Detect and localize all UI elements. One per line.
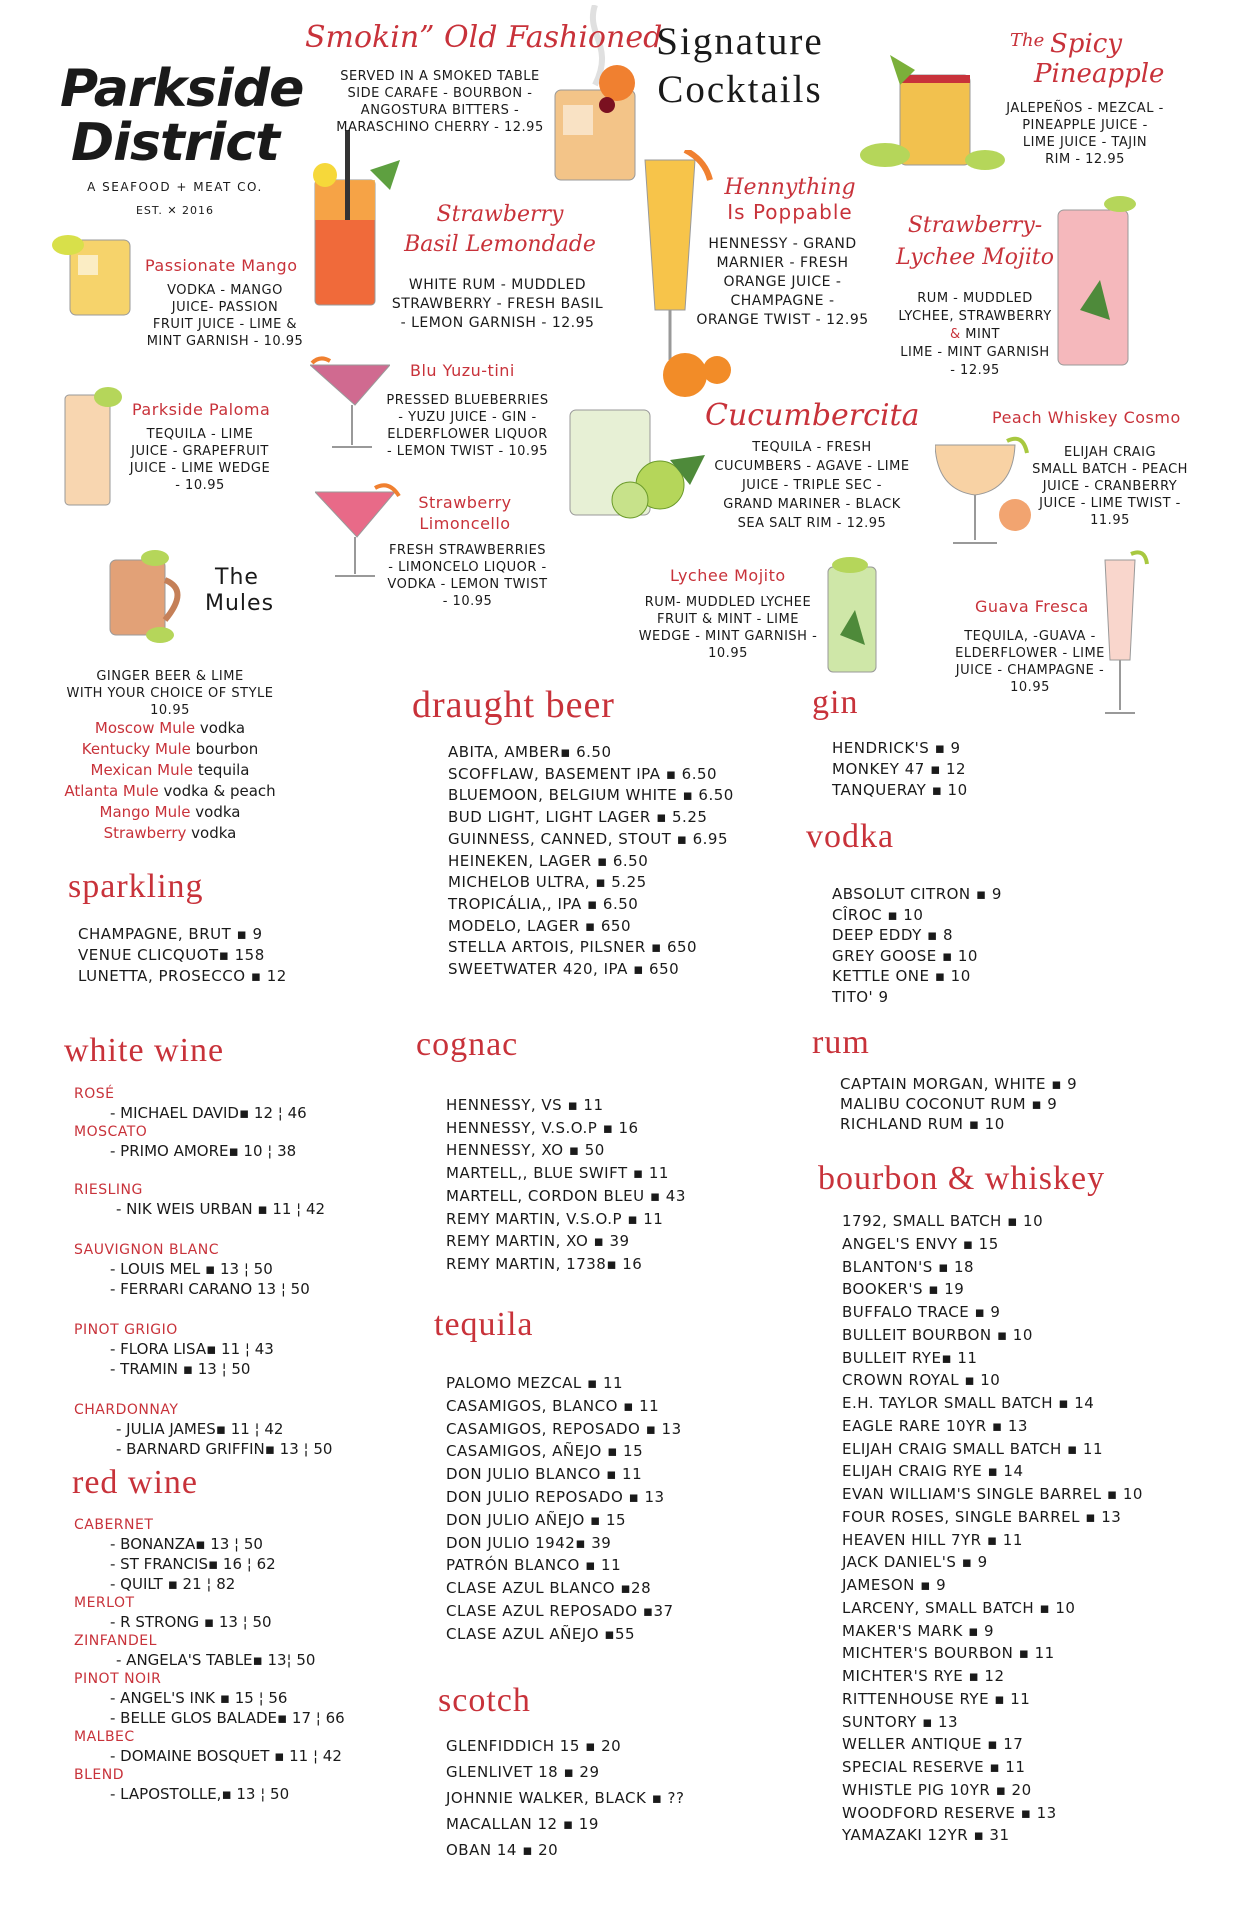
paloma-desc-line: JUICE - GRAPEFRUIT <box>131 444 269 459</box>
signature-line2: Cocktails <box>657 68 823 111</box>
draught-item: TROPICÁLIA,, IPA ▪ 6.50 <box>448 894 639 913</box>
cognac-list <box>446 1094 686 1276</box>
tequila-item: DON JULIO BLANCO ▪ 11 <box>446 1465 643 1484</box>
signature-title <box>640 18 840 114</box>
bourbon-item: LARCENY, SMALL BATCH ▪ 10 <box>842 1598 1076 1617</box>
cosmo-desc-line: JUICE - CRANBERRY <box>1042 479 1178 494</box>
wine-group <box>74 1321 364 1379</box>
wine-category: RIESLING <box>74 1182 143 1198</box>
mule-item <box>50 760 290 781</box>
wine-group <box>74 1728 374 1766</box>
smokin-desc <box>320 68 560 136</box>
limoncello-title <box>400 492 530 534</box>
logo-line2: District <box>71 113 279 173</box>
logo-est <box>60 204 290 217</box>
cognac-heading: cognac <box>416 1026 519 1063</box>
smokin-desc-line: SIDE CARAFE - BOURBON - <box>347 86 533 101</box>
ampersand: & <box>950 327 966 342</box>
limoncello-desc-line: VODKA - LEMON TWIST <box>387 577 548 592</box>
bourbon-item: JACK DANIEL'S ▪ 9 <box>842 1553 988 1572</box>
mules-title <box>205 565 274 617</box>
yuzu-desc-line: PRESSED BLUEBERRIES <box>386 393 549 408</box>
wine-item: - ANGEL'S INK ▪ 15 ¦ 56 <box>110 1689 288 1707</box>
bourbon-item: WHISTLE PIG 10YR ▪ 20 <box>842 1780 1032 1799</box>
rum-item: RICHLAND RUM ▪ 10 <box>840 1115 1005 1133</box>
bourbon-item: ANGEL'S ENVY ▪ 15 <box>842 1234 999 1253</box>
wine-category: SAUVIGNON BLANC <box>74 1242 219 1258</box>
smokin-desc-line: MARASCHINO CHERRY - 12.95 <box>336 120 544 135</box>
guava-desc-line: JUICE - CHAMPAGNE - <box>955 663 1105 678</box>
lemonade-desc-line: WHITE RUM - MUDDLED <box>408 277 587 293</box>
mule-spirit: bourbon <box>195 740 259 758</box>
bourbon-item: CROWN ROYAL ▪ 10 <box>842 1371 1001 1390</box>
wine-item: - DOMAINE BOSQUET ▪ 11 ¦ 42 <box>110 1747 342 1765</box>
tequila-item: DON JULIO REPOSADO ▪ 13 <box>446 1487 665 1506</box>
smokin-title: Smokin” Old Fashioned <box>305 20 663 55</box>
spicy-title-word: Pineapple <box>1034 59 1165 89</box>
wine-group <box>74 1766 374 1804</box>
tequila-item: CASAMIGOS, AÑEJO ▪ 15 <box>446 1442 644 1461</box>
tequila-item: PALOMO MEZCAL ▪ 11 <box>446 1374 624 1392</box>
wine-item: - QUILT ▪ 21 ¦ 82 <box>110 1575 236 1593</box>
paloma-title: Parkside Paloma <box>132 400 271 419</box>
mule-item <box>50 739 290 760</box>
yuzu-tini-illustration <box>310 355 390 455</box>
red-wine-heading: red wine <box>72 1464 199 1501</box>
cosmo-desc <box>1015 444 1205 529</box>
lychee-desc-line: WEDGE - MINT GARNISH - <box>638 629 818 644</box>
wine-group <box>74 1401 364 1459</box>
wine-category: PINOT GRIGIO <box>74 1322 178 1338</box>
cognac-item: MARTELL,, BLUE SWIFT ▪ 11 <box>446 1164 669 1183</box>
bourbon-item: BOOKER'S ▪ 19 <box>842 1280 965 1299</box>
draught-item: MODELO, LAGER ▪ 650 <box>448 916 631 935</box>
lychee-desc-line: 10.95 <box>708 646 748 661</box>
bourbon-item: RITTENHOUSE RYE ▪ 11 <box>842 1689 1031 1708</box>
mule-spirit: vodka <box>191 824 237 842</box>
rum-item: CAPTAIN MORGAN, WHITE ▪ 9 <box>840 1075 1078 1093</box>
strawberry-lychee-desc-line: LIME - MINT GARNISH <box>900 345 1050 360</box>
strawberry-lychee-title-line: Strawberry- <box>907 213 1043 238</box>
wine-item: - FERRARI CARANO 13 ¦ 50 <box>110 1280 310 1298</box>
vodka-item: DEEP EDDY ▪ 8 <box>832 926 953 944</box>
sparkling-item: VENUE CLICQUOT▪ 158 <box>78 946 265 964</box>
henny-desc-line: HENNESSY - GRAND <box>708 236 857 252</box>
scotch-item: JOHNNIE WALKER, BLACK ▪ ?? <box>446 1789 685 1807</box>
wine-item: - BONANZA▪ 13 ¦ 50 <box>110 1535 263 1553</box>
wine-item: - LAPOSTOLLE,▪ 13 ¦ 50 <box>110 1785 290 1803</box>
henny-title-line: Hennything <box>724 175 856 200</box>
limoncello-title-line: Limoncello <box>419 514 511 533</box>
bourbon-item: BULLEIT BOURBON ▪ 10 <box>842 1325 1033 1344</box>
tequila-item: CLASE AZUL AÑEJO ▪55 <box>446 1624 636 1643</box>
wine-item: - MICHAEL DAVID▪ 12 ¦ 46 <box>110 1104 307 1122</box>
cosmo-desc-line: SMALL BATCH - PEACH <box>1032 462 1188 477</box>
wine-category: ROSÉ <box>74 1086 115 1102</box>
paloma-desc-line: TEQUILA - LIME <box>146 427 254 442</box>
mango-desc-line: FRUIT JUICE - LIME & <box>152 317 298 332</box>
lemonade-title-line: Strawberry <box>436 202 564 227</box>
wine-item: - ST FRANCIS▪ 16 ¦ 62 <box>110 1555 276 1573</box>
cognac-item: HENNESSY, V.S.O.P ▪ 16 <box>446 1118 639 1137</box>
mule-name: Mango Mule <box>99 803 191 821</box>
bourbon-item: FOUR ROSES, SINGLE BARREL ▪ 13 <box>842 1507 1122 1526</box>
wine-item: - BARNARD GRIFFIN▪ 13 ¦ 50 <box>116 1440 333 1458</box>
bourbon-item: ELIJAH CRAIG SMALL BATCH ▪ 11 <box>842 1439 1104 1458</box>
wine-group <box>74 1085 364 1123</box>
wine-category: CABERNET <box>74 1517 154 1533</box>
guava-desc-line: ELDERFLOWER - LIME <box>955 646 1105 661</box>
cosmo-title: Peach Whiskey Cosmo <box>992 408 1181 427</box>
strawberry-lychee-desc-line: - 12.95 <box>950 363 1000 378</box>
strawberry-lychee-desc-line <box>880 326 1070 344</box>
lemonade-title-line: Basil Lemondade <box>404 232 596 257</box>
fork-knife-icon: ✕ <box>167 204 178 217</box>
cucumbercita-illustration <box>560 405 710 520</box>
yuzu-desc <box>380 392 555 460</box>
bourbon-item: SUNTORY ▪ 13 <box>842 1712 959 1731</box>
henny-title <box>700 176 880 224</box>
sparkling-heading: sparkling <box>68 868 204 905</box>
mules-desc-line: 10.95 <box>150 703 190 718</box>
mules-list <box>50 718 290 844</box>
bourbon-item: YAMAZAKI 12YR ▪ 31 <box>842 1826 1010 1845</box>
tequila-item: CASAMIGOS, BLANCO ▪ 11 <box>446 1396 660 1415</box>
cucumbercita-desc-line: JUICE - TRIPLE SEC - <box>741 478 883 493</box>
gin-item: HENDRICK'S ▪ 9 <box>832 739 961 757</box>
vodka-item: TITO' 9 <box>832 987 889 1006</box>
wine-item: - NIK WEIS URBAN ▪ 11 ¦ 42 <box>116 1200 326 1218</box>
cognac-item: REMY MARTIN, 1738▪ 16 <box>446 1254 643 1273</box>
lychee-desc-line: FRUIT & MINT - LIME <box>657 612 799 627</box>
scotch-item: GLENFIDDICH 15 ▪ 20 <box>446 1737 622 1755</box>
henny-desc-line: ORANGE JUICE - <box>723 274 842 290</box>
mango-desc <box>135 282 315 350</box>
scotch-item: OBAN 14 ▪ 20 <box>446 1841 559 1859</box>
yuzu-title: Blu Yuzu-tini <box>410 361 515 380</box>
mules-title-the: The <box>215 565 259 590</box>
logo-est-label: EST. <box>135 204 163 217</box>
spicy-title-word: Spicy <box>1050 29 1123 59</box>
wine-item: - ANGELA'S TABLE▪ 13¦ 50 <box>116 1651 316 1669</box>
gin-heading: gin <box>812 684 859 721</box>
wine-item: - PRIMO AMORE▪ 10 ¦ 38 <box>110 1142 297 1160</box>
limoncello-desc-line: FRESH STRAWBERRIES <box>388 543 547 558</box>
vodka-list <box>832 884 1002 1007</box>
spicy-desc-line: LIME JUICE - TAJIN <box>1022 135 1148 150</box>
mint-word: MINT <box>965 327 1000 342</box>
spicy-desc-line: RIM - 12.95 <box>1045 152 1125 167</box>
red-wine-list <box>74 1516 374 1804</box>
spicy-title <box>1010 29 1165 89</box>
cucumbercita-desc-line: SEA SALT RIM - 12.95 <box>737 516 887 531</box>
cosmo-desc-line: JUICE - LIME TWIST - <box>1039 496 1181 511</box>
tequila-item: CLASE AZUL BLANCO ▪28 <box>446 1579 652 1598</box>
cucumbercita-title: Cucumbercita <box>705 398 920 433</box>
bourbon-item: WELLER ANTIQUE ▪ 17 <box>842 1735 1024 1754</box>
bourbon-item: BLANTON'S ▪ 18 <box>842 1257 975 1276</box>
bourbon-item: 1792, SMALL BATCH ▪ 10 <box>842 1212 1044 1230</box>
guava-desc-line: 10.95 <box>1010 680 1050 695</box>
strawberry-lychee-desc <box>880 290 1070 380</box>
bourbon-item: EVAN WILLIAM'S SINGLE BARREL ▪ 10 <box>842 1485 1143 1503</box>
wine-category: ZINFANDEL <box>74 1633 157 1649</box>
paloma-desc <box>120 426 280 494</box>
mango-desc-line: MINT GARNISH - 10.95 <box>146 334 304 349</box>
bourbon-item: ELIJAH CRAIG RYE ▪ 14 <box>842 1462 1024 1481</box>
smokin-desc-line: ANGOSTURA BITTERS - <box>360 103 520 118</box>
lemonade-desc-line: - LEMON GARNISH - 12.95 <box>400 315 595 331</box>
yuzu-desc-line: ELDERFLOWER LIQUOR <box>387 427 548 442</box>
wine-item: - LOUIS MEL ▪ 13 ¦ 50 <box>110 1260 273 1278</box>
spicy-title-the: The <box>1010 30 1045 51</box>
bourbon-item: SPECIAL RESERVE ▪ 11 <box>842 1758 1026 1776</box>
white-wine-heading: white wine <box>64 1032 225 1069</box>
wine-category: BLEND <box>74 1767 125 1783</box>
wine-group <box>74 1632 374 1670</box>
draught-item: MICHELOB ULTRA, ▪ 5.25 <box>448 873 647 892</box>
strawberry-lychee-desc-line: LYCHEE, STRAWBERRY <box>898 309 1052 324</box>
white-wine-list <box>74 1085 364 1459</box>
wine-group <box>74 1181 364 1219</box>
tequila-item: CASAMIGOS, REPOSADO ▪ 13 <box>446 1419 682 1438</box>
bourbon-item: EAGLE RARE 10YR ▪ 13 <box>842 1416 1028 1435</box>
draught-item: STELLA ARTOIS, PILSNER ▪ 650 <box>448 938 698 957</box>
yuzu-desc-line: - LEMON TWIST - 10.95 <box>386 444 549 459</box>
wine-category: CHARDONNAY <box>74 1402 179 1418</box>
vodka-item: GREY GOOSE ▪ 10 <box>832 946 978 965</box>
scotch-item: GLENLIVET 18 ▪ 29 <box>446 1763 600 1781</box>
cucumbercita-desc-line: CUCUMBERS - AGAVE - LIME <box>714 459 910 474</box>
cosmo-desc-line: ELIJAH CRAIG <box>1063 445 1157 460</box>
sparkling-list <box>78 924 287 987</box>
limoncello-title-line: Strawberry <box>418 493 512 512</box>
wine-group <box>74 1516 374 1594</box>
draught-item: GUINNESS, CANNED, STOUT ▪ 6.95 <box>448 829 728 848</box>
mango-desc-line: JUICE- PASSION <box>171 300 279 315</box>
vodka-item: KETTLE ONE ▪ 10 <box>832 967 971 985</box>
vodka-item: CÎROC ▪ 10 <box>832 905 924 924</box>
mango-title: Passionate Mango <box>145 256 298 275</box>
tequila-list <box>446 1372 682 1646</box>
bourbon-item: JAMESON ▪ 9 <box>842 1576 947 1594</box>
mule-spirit: vodka <box>195 803 241 821</box>
scotch-heading: scotch <box>438 1682 531 1719</box>
lemonade-desc-line: STRAWBERRY - FRESH BASIL <box>391 296 604 312</box>
wine-group <box>74 1594 374 1632</box>
cognac-item: MARTELL, CORDON BLEU ▪ 43 <box>446 1186 686 1205</box>
draught-item: BLUEMOON, BELGIUM WHITE ▪ 6.50 <box>448 786 734 805</box>
tequila-heading: tequila <box>434 1306 534 1343</box>
logo <box>60 59 304 217</box>
mule-item <box>50 781 290 802</box>
spicy-desc <box>985 100 1185 168</box>
mules-desc <box>50 668 290 719</box>
lemonade-desc <box>390 276 605 333</box>
wine-item: - BELLE GLOS BALADE▪ 17 ¦ 66 <box>110 1709 345 1727</box>
mules-desc-line: WITH YOUR CHOICE OF STYLE <box>66 686 274 701</box>
tequila-item: PATRÓN BLANCO ▪ 11 <box>446 1556 622 1575</box>
mule-item <box>50 718 290 739</box>
draught-item: SCOFFLAW, BASEMENT IPA ▪ 6.50 <box>448 764 718 783</box>
draught-list <box>448 742 734 981</box>
rum-list <box>840 1074 1077 1134</box>
lychee-mojito-illustration <box>820 555 890 675</box>
scotch-item: MACALLAN 12 ▪ 19 <box>446 1815 599 1833</box>
draught-item: SWEETWATER 420, IPA ▪ 650 <box>448 960 680 979</box>
rum-item: MALIBU COCONUT RUM ▪ 9 <box>840 1095 1058 1113</box>
gin-item: TANQUERAY ▪ 10 <box>832 781 968 799</box>
cognac-item: REMY MARTIN, XO ▪ 39 <box>446 1232 630 1251</box>
mule-item <box>50 823 290 844</box>
henny-desc-line: ORANGE TWIST - 12.95 <box>696 312 869 328</box>
wine-group <box>74 1241 364 1299</box>
henny-desc-line: CHAMPAGNE - <box>730 293 835 309</box>
mule-mug-illustration <box>100 540 200 650</box>
draught-heading: draught beer <box>412 684 615 726</box>
strawberry-lychee-title-line: Lychee Mojito <box>896 245 1054 270</box>
mango-illustration <box>50 225 140 320</box>
logo-tagline: A SEAFOOD + MEAT CO. <box>87 180 263 194</box>
henny-title-line: Is Poppable <box>727 200 853 224</box>
guava-desc-line: TEQUILA, -GUAVA - <box>964 629 1096 644</box>
gin-item: MONKEY 47 ▪ 12 <box>832 760 967 778</box>
cognac-item: REMY MARTIN, V.S.O.P ▪ 11 <box>446 1209 664 1228</box>
mango-desc-line: VODKA - MANGO <box>167 283 283 298</box>
cognac-item: HENNESSY, VS ▪ 11 <box>446 1096 604 1114</box>
cosmo-desc-line: 11.95 <box>1090 513 1130 528</box>
strawberry-lychee-title <box>880 210 1070 274</box>
mules-desc-line: GINGER BEER & LIME <box>96 669 244 684</box>
wine-category: MALBEC <box>74 1729 135 1745</box>
bourbon-heading: bourbon & whiskey <box>818 1160 1106 1197</box>
cucumbercita-desc-line: TEQUILA - FRESH <box>752 440 872 455</box>
wine-item: - FLORA LISA▪ 11 ¦ 43 <box>110 1340 274 1358</box>
wine-group <box>74 1123 364 1161</box>
bourbon-item: BUFFALO TRACE ▪ 9 <box>842 1303 1001 1321</box>
limoncello-desc-line: - 10.95 <box>442 594 493 609</box>
wine-category: MERLOT <box>74 1595 135 1611</box>
cognac-item: HENNESSY, XO ▪ 50 <box>446 1141 605 1160</box>
henny-desc-line: MARNIER - FRESH <box>716 255 849 271</box>
wine-item: - R STRONG ▪ 13 ¦ 50 <box>110 1613 272 1631</box>
mule-spirit: tequila <box>197 761 250 779</box>
wine-item: - TRAMIN ▪ 13 ¦ 50 <box>110 1360 251 1378</box>
logo-year: 2016 <box>182 204 215 217</box>
tequila-item: CLASE AZUL REPOSADO ▪37 <box>446 1601 674 1620</box>
henny-desc <box>695 235 870 330</box>
paloma-desc-line: JUICE - LIME WEDGE <box>129 461 271 476</box>
bourbon-item: WOODFORD RESERVE ▪ 13 <box>842 1803 1057 1822</box>
vodka-item: ABSOLUT CITRON ▪ 9 <box>832 885 1002 903</box>
scotch-list <box>446 1733 684 1863</box>
mule-name: Kentucky Mule <box>81 740 191 758</box>
guava-title: Guava Fresca <box>975 597 1089 616</box>
lychee-desc-line: RUM- MUDDLED LYCHEE <box>644 595 812 610</box>
wine-group <box>74 1670 374 1728</box>
draught-item: BUD LIGHT, LIGHT LAGER ▪ 5.25 <box>448 808 708 827</box>
signature-line1: Signature <box>656 20 824 63</box>
wine-category: MOSCATO <box>74 1124 148 1140</box>
spicy-desc-line: PINEAPPLE JUICE - <box>1022 118 1148 133</box>
bourbon-item: MICHTER'S BOURBON ▪ 11 <box>842 1644 1055 1663</box>
mule-spirit: vodka & peach <box>163 782 276 800</box>
tequila-item: DON JULIO 1942▪ 39 <box>446 1533 612 1552</box>
bourbon-item: MAKER'S MARK ▪ 9 <box>842 1621 995 1640</box>
bourbon-item: HEAVEN HILL 7YR ▪ 11 <box>842 1530 1023 1549</box>
lychee-desc <box>628 594 828 662</box>
yuzu-desc-line: - YUZU JUICE - GIN - <box>398 410 537 425</box>
gin-list <box>832 738 968 801</box>
draught-item: ABITA, AMBER▪ 6.50 <box>448 743 612 761</box>
wine-item: - JULIA JAMES▪ 11 ¦ 42 <box>116 1420 284 1438</box>
limoncello-desc-line: - LIMONCELO LIQUOR - <box>388 560 547 575</box>
sparkling-item: LUNETTA, PROSECCO ▪ 12 <box>78 967 287 985</box>
smokin-desc-line: SERVED IN A SMOKED TABLE <box>340 69 540 84</box>
draught-item: HEINEKEN, LAGER ▪ 6.50 <box>448 851 649 870</box>
logo-line1: Parkside <box>60 59 304 119</box>
mule-name: Mexican Mule <box>90 761 194 779</box>
guava-desc <box>945 628 1115 696</box>
bourbon-item: E.H. TAYLOR SMALL BATCH ▪ 14 <box>842 1394 1095 1412</box>
bourbon-list <box>842 1210 1143 1847</box>
mule-spirit: vodka <box>199 719 246 737</box>
cucumbercita-desc <box>712 438 912 533</box>
cucumbercita-desc-line: GRAND MARINER - BLACK <box>723 497 901 512</box>
vodka-heading: vodka <box>806 818 895 855</box>
tequila-item: DON JULIO AÑEJO ▪ 15 <box>446 1510 627 1529</box>
sparkling-item: CHAMPAGNE, BRUT ▪ 9 <box>78 925 263 943</box>
mule-item <box>50 802 290 823</box>
mule-name: Moscow Mule <box>94 719 196 737</box>
paloma-desc-line: - 10.95 <box>175 478 225 493</box>
lemonade-title <box>400 200 600 260</box>
rum-heading: rum <box>812 1024 870 1061</box>
mule-name: Atlanta Mule <box>64 782 159 800</box>
mules-title-word: Mules <box>205 591 275 616</box>
strawberry-lychee-desc-line: RUM - MUDDLED <box>917 291 1033 306</box>
wine-category: PINOT NOIR <box>74 1671 162 1687</box>
spicy-desc-line: JALEPEÑOS - MEZCAL - <box>1006 101 1164 116</box>
bourbon-item: MICHTER'S RYE ▪ 12 <box>842 1667 1005 1685</box>
lychee-title: Lychee Mojito <box>670 566 786 585</box>
bourbon-item: BULLEIT RYE▪ 11 <box>842 1348 978 1367</box>
mule-name: Strawberry <box>103 824 187 842</box>
limoncello-desc <box>375 542 560 610</box>
